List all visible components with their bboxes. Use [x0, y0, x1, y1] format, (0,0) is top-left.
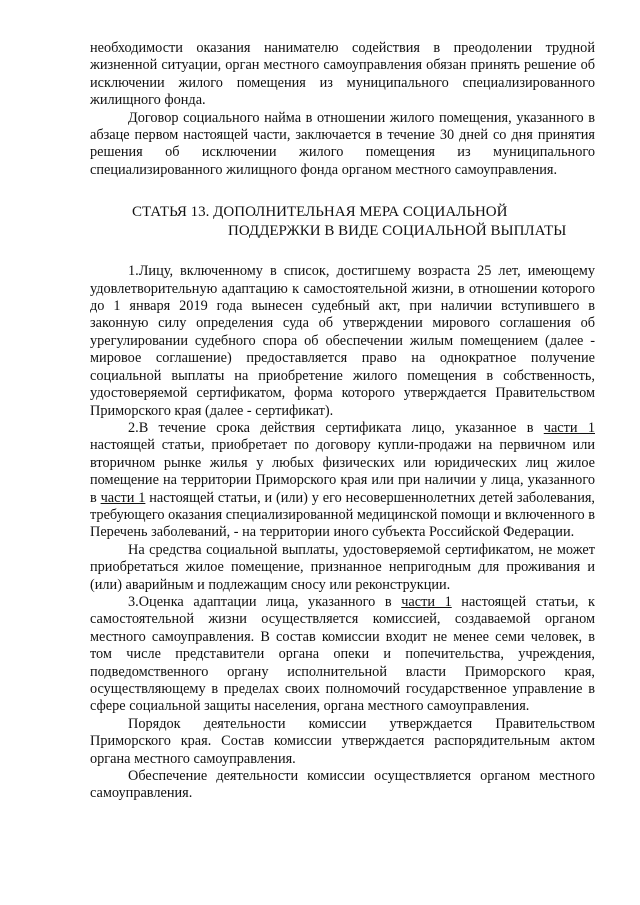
paragraph-social-contract: Договор социального найма в отношении жилого помещения, указанного в абзаце первом настоящей части, заключается в течение 30 дней со дня принятия решения об исключении жилого помещения из муниципального специализированного жилищного фонда органом местного самоуправления. — [90, 109, 595, 178]
paragraph-item-3 — [90, 594, 595, 716]
paragraph-commission-support: Обеспечение деятельности комиссии осуществляется органом местного самоуправления. — [90, 768, 595, 802]
paragraph-item-1: 1.Лицу, включенному в список, достигшему возраста 25 лет, имеющему удовлетворительную адаптацию к самостоятельной жизни, в отношении которого до 1 января 2019 года вынесен судебный акт, при наличии вступившего в законную силу определения суда об утверждении мирового соглашения об урегулировании судебного спора об обеспечении жилым помещением (далее - мировое соглашение) предоставляется право на однократное получение социальной выплаты на приобретение жилого помещения в собственность, удостоверяемой сертификатом, форма которого утверждается Правительством Приморского края (далее - сертификат). — [90, 263, 595, 419]
article-title-line1: СТАТЬЯ 13. ДОПОЛНИТЕЛЬНАЯ МЕРА СОЦИАЛЬНОЙ — [132, 204, 508, 221]
paragraph-text: 2.В течение срока действия сертификата лицо, указанное в — [128, 419, 544, 436]
document-page — [90, 40, 595, 803]
paragraph-text: 3.Оценка адаптации лица, указанного в — [128, 593, 402, 610]
paragraph-restriction: На средства социальной выплаты, удостоверяемой сертификатом, не может приобретаться жилое помещение, признанное непригодным для проживания и (или) аварийным и подлежащим сносу или реконструкции. — [90, 541, 595, 593]
paragraph-text: настоящей статьи, к самостоятельной жизни осуществляется комиссией, создаваемой органом местного самоуправления. В состав комиссии входит не менее семи человек, в том числе представители органа опеки и попечительства, учреждения, подведомственного органу исполнительной власти Приморского края, осуществляющему в пределах своих полномочий государственное управление в сфере социальной защиты населения, органа местного самоуправления. — [90, 593, 595, 715]
link-part-1[interactable]: части 1 — [543, 419, 595, 436]
link-part-1[interactable]: части 1 — [401, 593, 452, 610]
link-part-1[interactable]: части 1 — [100, 489, 146, 506]
article-heading — [90, 203, 595, 241]
paragraph-text: настоящей статьи, и (или) у его несовершеннолетних детей заболевания, требующего оказания специализированной медицинской помощи и включенного в Перечень заболеваний, - на территории иного субъекта Российской Федерации. — [90, 489, 595, 541]
paragraph-text: настоящей статьи, приобретает по договору купли-продажи на первичном или вторичном рынке жилья у любых физических или юридических лиц жилое помещение на территории Приморского края или при наличии у лица, указанного в — [90, 437, 595, 506]
paragraph-commission-order: Порядок деятельности комиссии утверждается Правительством Приморского края. Состав комиссии утверждается распорядительным актом органа местного самоуправления. — [90, 715, 595, 767]
paragraph-item-2 — [90, 420, 595, 542]
article-title-line2: ПОДДЕРЖКИ В ВИДЕ СОЦИАЛЬНОЙ ВЫПЛАТЫ — [228, 223, 567, 240]
paragraph-continuation: необходимости оказания нанимателю содействия в преодолении трудной жизненной ситуации, орган местного самоуправления обязан принять решение об исключении жилого помещения из муниципального специализированного жилищного фонда. — [90, 40, 595, 109]
